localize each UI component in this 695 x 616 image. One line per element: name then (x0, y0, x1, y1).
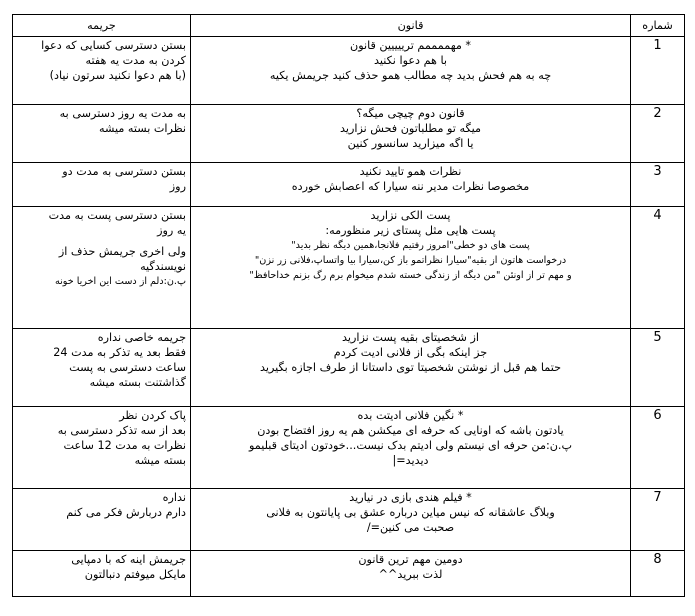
header-law: قانون (191, 15, 631, 37)
law-line: نظرات همو تایید نکنید (359, 165, 462, 178)
rules-table (12, 14, 685, 597)
table-row (13, 551, 685, 597)
rule-penalty (13, 329, 191, 407)
law-line: صحبت می کنین=/ (366, 521, 455, 534)
law-line: پست الکی نزارید (370, 209, 451, 222)
penalty-line: پ.ن:دلم از دست این اخریا خونه (54, 276, 186, 287)
table-row (13, 37, 685, 105)
table-row (13, 207, 685, 329)
rule-law (191, 163, 631, 207)
penalty-line: ولی اخری جریمش حذف از (58, 245, 186, 258)
law-line: * مهممممم ترییییین قانون (349, 39, 471, 52)
law-line: یا اگه میزارید سانسور کنین (347, 137, 474, 150)
penalty-line: نویسندگیه (140, 260, 186, 273)
law-line: * نگین فلانی ادیتت بده (357, 409, 464, 422)
penalty-line: مایکل میوفتم دنبالتون (84, 568, 186, 581)
rule-penalty (13, 163, 191, 207)
penalty-line: کردن به مدت یه هفته (85, 54, 186, 67)
penalty-line: به مدت یه روز دسترسی به (59, 107, 186, 120)
law-line: با هم دعوا نکنید (374, 54, 447, 67)
penalty-line: نظرات به مدت 12 ساعت (63, 439, 186, 452)
law-line: یادتون باشه که اونایی که حرفه ای میکشن هم یه روز افتضاح بودن (257, 424, 564, 437)
law-line: حتما هم قبل از نوشتن شخصیتا توی داستانا از طرف اجازه بگیرید (259, 361, 562, 374)
rule-penalty (13, 489, 191, 551)
rule-number: 4 (631, 207, 685, 329)
penalty-line: جریمه خاصی نداره (97, 331, 186, 344)
law-line: میگه تو مطلباتون فحش نزارید (339, 122, 482, 135)
penalty-line: روز (169, 180, 186, 193)
rule-number: 1 (631, 37, 685, 105)
rule-penalty (13, 37, 191, 105)
rule-number: 7 (631, 489, 685, 551)
header-penalty: جریمه (13, 15, 191, 37)
rule-number: 5 (631, 329, 685, 407)
law-line: و مهم تر از اونئن "من دیگه از زندگی خسته شدم میخوام برم رگ بزنم خداحافظ" (249, 270, 572, 281)
rule-law (191, 489, 631, 551)
rule-number: 2 (631, 105, 685, 163)
penalty-line: گذاشتنت بسته میشه (89, 376, 186, 389)
law-line: دومین مهم ترین قانون (358, 553, 463, 566)
law-line: * فیلم هندی بازی در نیارید (349, 491, 472, 504)
rule-penalty (13, 207, 191, 329)
penalty-line: بستن دسترسی پست به مدت (48, 209, 186, 222)
table-row (13, 105, 685, 163)
rule-penalty (13, 105, 191, 163)
header-row (13, 15, 685, 37)
penalty-line: بعد از سه تذکر دسترسی به (57, 424, 186, 437)
law-line: وبلاگ عاشقانه که نیس میاین درباره عشق بی پایانتون به فلانی (266, 506, 555, 519)
penalty-line: بسته میشه (134, 454, 186, 467)
rule-number: 6 (631, 407, 685, 489)
table-row (13, 407, 685, 489)
penalty-line: ساعت دسترسی به پست (69, 361, 186, 374)
rule-number: 3 (631, 163, 685, 207)
table-row (13, 489, 685, 551)
law-line: از شخصیتای بقیه پست نزارید (342, 331, 479, 344)
penalty-line: یه روز (157, 224, 186, 237)
law-line: پست های دو خطی"امروز رفتیم فلانجا،همین دیگه نظر بدید" (291, 240, 530, 251)
penalty-line: بستن دسترسی کسایی که دعوا (41, 39, 186, 52)
law-line: پست هایی مثل پستای زیر منظورمه: (325, 224, 496, 237)
rule-law (191, 551, 631, 597)
rule-number: 8 (631, 551, 685, 597)
penalty-line: دارم دربارش فکر می کنم (66, 506, 186, 519)
penalty-line: فقط بعد یه تذکر به مدت 24 (53, 346, 186, 359)
penalty-line: (با هم دعوا نکنید سرتون نیاد) (49, 69, 186, 82)
rule-law (191, 407, 631, 489)
table-row (13, 163, 685, 207)
rule-penalty (13, 551, 191, 597)
law-line: جز اینکه بگی از فلانی ادیت کردم (333, 346, 488, 359)
rule-law (191, 207, 631, 329)
law-line: لذت ببرید^^ (378, 568, 443, 581)
rule-law (191, 37, 631, 105)
law-line: مخصوصا نظرات مدیر ننه سیارا که اعصابش خورده (291, 180, 530, 193)
penalty-line: نداره (162, 491, 186, 504)
penalty-line: بستن دسترسی به مدت دو (62, 165, 186, 178)
law-line: دیدید=| (392, 454, 429, 467)
rule-law (191, 329, 631, 407)
rule-law (191, 105, 631, 163)
rule-penalty (13, 407, 191, 489)
penalty-line: پاک کردن نظر (119, 409, 186, 422)
law-line: درخواست هاتون از بقیه"سیارا نظراتمو باز کن،سیارا بیا واتساپ،فلانی زر نزن" (254, 255, 567, 266)
law-line: قانون دوم چیچی میگه؟ (356, 107, 465, 120)
law-line: پ.ن:من حرفه ای نیستم ولی ادیتم بدک نیست...خودتون ادیتای قبلیمو (248, 439, 573, 452)
law-line: چه به هم فحش بدید چه مطالب همو حذف کنید جریمش یکیه (269, 69, 552, 82)
table-row (13, 329, 685, 407)
header-number: شماره (631, 15, 685, 37)
penalty-line: نظرات بسته میشه (98, 122, 186, 135)
penalty-line: جریمش اینه که با دمپایی (71, 553, 186, 566)
